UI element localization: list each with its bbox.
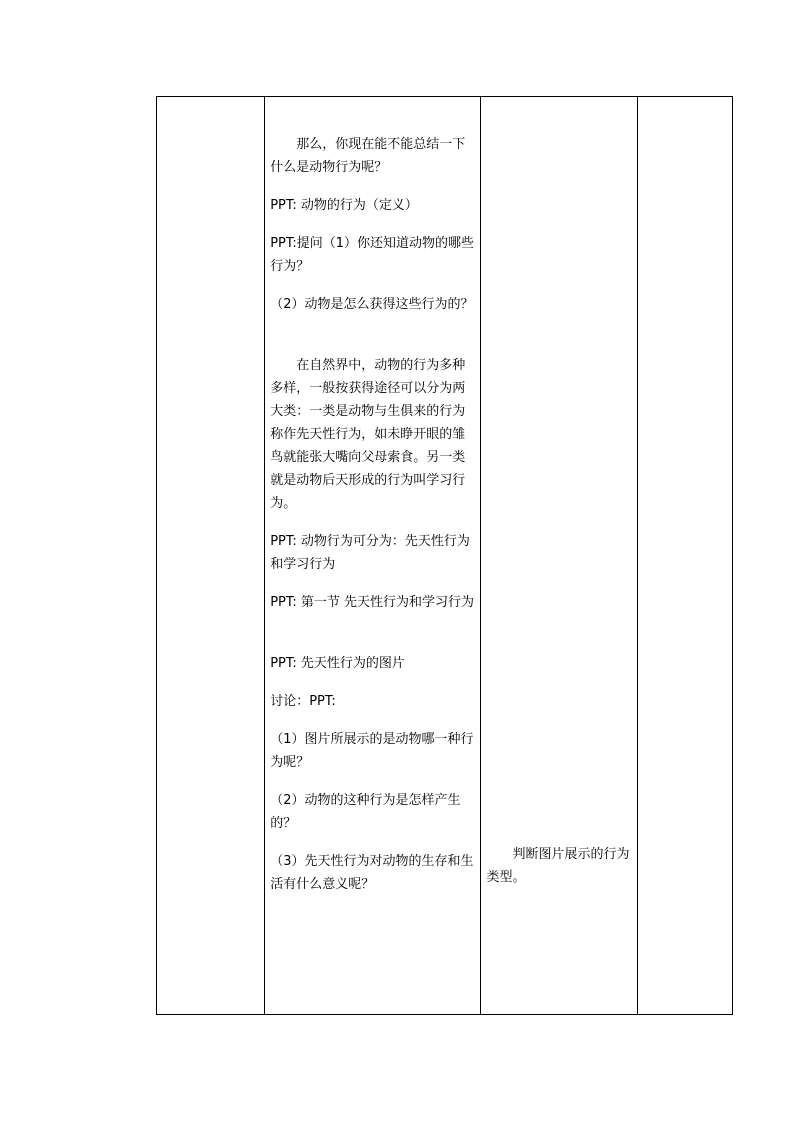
paragraph: （3）先天性行为对动物的生存和生活有什么意义呢？ [270, 854, 474, 892]
paragraph: 在自然界中，动物的行为多种多样，一般按获得途径可以分为两大类：一类是动物与生俱来的行为称作先天性行为，如未睁开眼的雏鸟就能张大嘴向父母索食。另一类就是动物后天形成的行为叫学习行为。 [270, 358, 466, 511]
lesson-plan-table [156, 96, 733, 1015]
paragraph: （2）动物是怎么获得这些行为的？ [270, 297, 474, 312]
paragraph: PPT: 先天性行为的图片 [270, 656, 405, 671]
design-intent-cell [637, 97, 732, 1015]
table-row [157, 97, 733, 1015]
paragraph: PPT:提问（1）你还知道动物的哪些行为？ [270, 236, 475, 274]
paragraph: 那么，你现在能不能总结一下什么是动物行为呢？ [270, 137, 466, 175]
paragraph: （2）动物的这种行为是怎样产生的？ [270, 793, 461, 831]
teaching-process-cell [265, 97, 480, 1015]
paragraph: PPT: 第一节 先天性行为和学习行为 [270, 595, 475, 610]
student-activity-cell [480, 97, 637, 1015]
blank-line [270, 629, 474, 652]
blank-line [270, 331, 474, 354]
paragraph: PPT: 动物行为可分为：先天性行为和学习行为 [270, 534, 470, 572]
paragraph: （1）图片所展示的是动物哪一种行为呢？ [270, 732, 474, 770]
paragraph: PPT: 动物的行为（定义） [270, 198, 418, 213]
student-activity-text: 判断图片展示的行为类型。 [486, 847, 630, 885]
paragraph: 讨论：PPT: [270, 694, 336, 709]
section-cell [157, 97, 265, 1015]
